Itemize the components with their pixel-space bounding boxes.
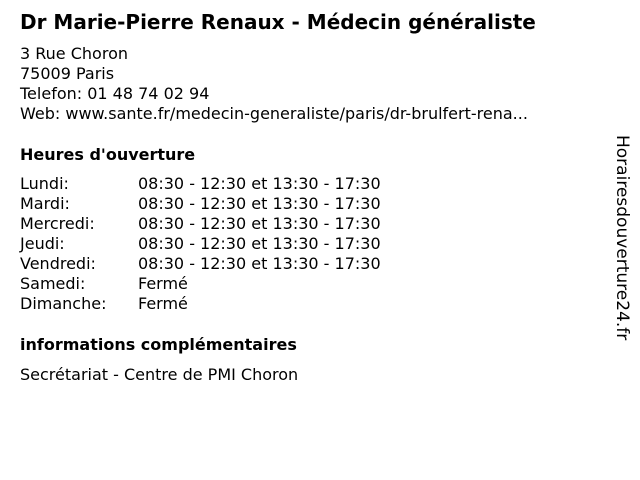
day-label: Samedi: [20, 274, 86, 293]
opening-hours-table [20, 174, 381, 314]
hours-value: 08:30 - 12:30 et 13:30 - 17:30 [138, 254, 381, 273]
day-label: Jeudi: [20, 234, 65, 253]
watermark-text: Horairesdouverture24.fr [612, 135, 632, 341]
day-label: Vendredi: [20, 254, 96, 273]
address-block [20, 44, 528, 124]
hours-value: Fermé [138, 274, 188, 293]
opening-hours-heading: Heures d'ouverture [20, 145, 196, 164]
page-title: Dr Marie-Pierre Renaux - Médecin généraliste [20, 10, 536, 34]
additional-info-heading: informations complémentaires [20, 335, 297, 354]
day-label: Mercredi: [20, 214, 95, 233]
hours-row-sunday [20, 294, 381, 314]
hours-row-thursday [20, 234, 381, 254]
hours-row-saturday [20, 274, 381, 294]
hours-row-wednesday [20, 214, 381, 234]
address-street: 3 Rue Choron [20, 44, 128, 63]
day-label: Mardi: [20, 194, 70, 213]
hours-row-tuesday [20, 194, 381, 214]
hours-value: Fermé [138, 294, 188, 313]
hours-row-friday [20, 254, 381, 274]
hours-value: 08:30 - 12:30 et 13:30 - 17:30 [138, 214, 381, 233]
hours-value: 08:30 - 12:30 et 13:30 - 17:30 [138, 234, 381, 253]
hours-value: 08:30 - 12:30 et 13:30 - 17:30 [138, 174, 381, 193]
additional-info-text: Secrétariat - Centre de PMI Choron [20, 365, 299, 384]
website-link: Web: www.sante.fr/medecin-generaliste/paris/dr-brulfert-rena... [20, 104, 528, 123]
phone-number: Telefon: 01 48 74 02 94 [20, 84, 210, 103]
hours-row-monday [20, 174, 381, 194]
hours-value: 08:30 - 12:30 et 13:30 - 17:30 [138, 194, 381, 213]
day-label: Lundi: [20, 174, 69, 193]
day-label: Dimanche: [20, 294, 107, 313]
address-city: 75009 Paris [20, 64, 115, 83]
